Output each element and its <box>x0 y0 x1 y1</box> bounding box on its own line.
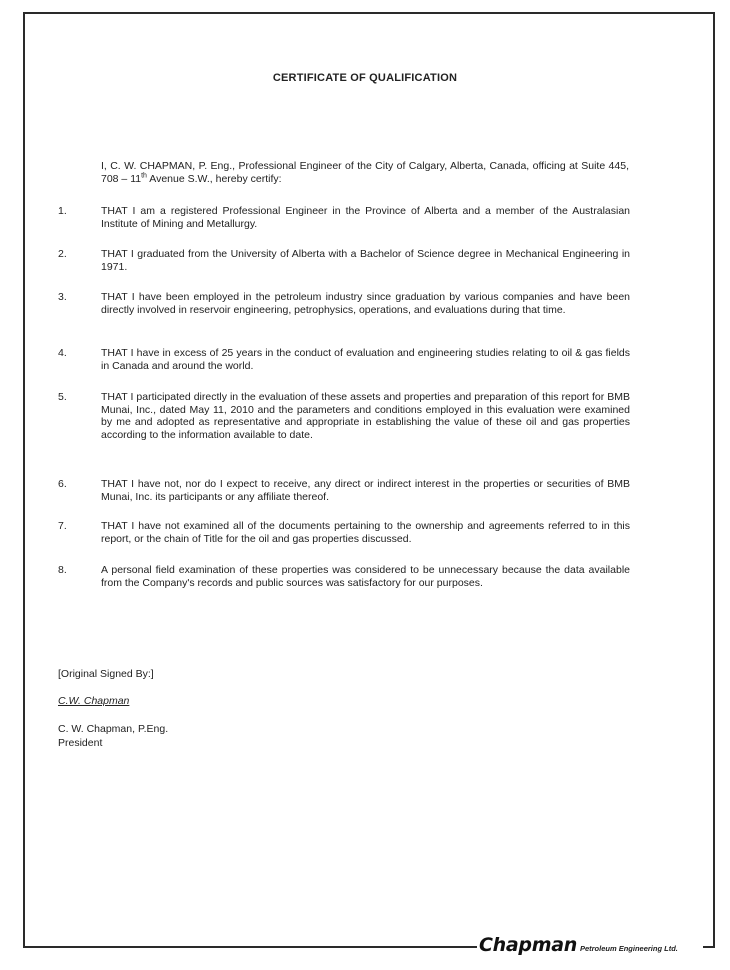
item-number: 6. <box>58 478 67 490</box>
item-number: 2. <box>58 248 67 260</box>
list-item-2 <box>58 248 630 273</box>
item-number: 4. <box>58 347 67 359</box>
signatory-role: President <box>58 737 103 749</box>
list-item-1 <box>58 205 630 230</box>
logo-wordmark: Chapman <box>479 934 577 956</box>
item-text: THAT I am a registered Professional Engineer in the Province of Alberta and a member of the Australasian Institute of Mining and Metallurgy. <box>101 205 630 230</box>
list-item-6 <box>58 478 630 503</box>
item-text: THAT I have not examined all of the documents pertaining to the ownership and agreements referred to in this report, or the chain of Title for the oil and gas properties discussed. <box>101 520 630 545</box>
certificate-title: CERTIFICATE OF QUALIFICATION <box>272 72 458 84</box>
footer-rule-right <box>703 946 715 948</box>
list-item-7 <box>58 520 630 545</box>
list-item-8 <box>58 564 630 589</box>
item-number: 5. <box>58 391 67 403</box>
item-text: THAT I have in excess of 25 years in the conduct of evaluation and engineering studies relating to oil & gas fields in Canada and around the world. <box>101 347 630 372</box>
signatory-name: C. W. Chapman, P.Eng. <box>58 723 169 735</box>
list-item-3 <box>58 291 630 316</box>
footer-rule-left <box>23 946 477 948</box>
item-number: 1. <box>58 205 67 217</box>
item-text: THAT I have been employed in the petroleum industry since graduation by various companies and have been directly involved in reservoir engineering, petrophysics, operations, and evaluations during that time. <box>101 291 630 316</box>
intro-text-part1: I, C. W. CHAPMAN, P. Eng., Professional Engineer of the City of Calgary, Alberta, Canada, officing at Suite 445, 708 – 11 <box>101 160 629 185</box>
list-item-5 <box>58 391 630 441</box>
item-text: THAT I participated directly in the evaluation of these assets and properties and preparation of this report for BMB Munai, Inc., dated May 11, 2010 and the parameters and conditions employed in this evaluation were examined by me and adopted as representative and appropriate in establishing the value of these oil and gas properties according to the information available to date. <box>101 391 630 441</box>
intro-text-part2: Avenue S.W., hereby certify: <box>146 172 282 185</box>
signature-name-signed: C.W. Chapman <box>58 695 130 707</box>
item-text: A personal field examination of these properties was considered to be unnecessary because the data available from the Company's records and public sources was satisfactory for our purposes. <box>101 564 630 589</box>
list-item-4 <box>58 347 630 372</box>
intro-superscript: th <box>141 172 147 179</box>
item-text: THAT I have not, nor do I expect to receive, any direct or indirect interest in the properties or securities of BMB Munai, Inc. its participants or any affiliate thereof. <box>101 478 630 503</box>
signature-note: [Original Signed By:] <box>58 668 154 680</box>
item-number: 7. <box>58 520 67 532</box>
logo-subtitle: Petroleum Engineering Ltd. <box>579 944 678 953</box>
item-number: 8. <box>58 564 67 576</box>
item-text: THAT I graduated from the University of Alberta with a Bachelor of Science degree in Mechanical Engineering in 1971. <box>101 248 630 273</box>
intro-paragraph <box>101 160 629 185</box>
item-number: 3. <box>58 291 67 303</box>
company-logo <box>479 934 703 954</box>
